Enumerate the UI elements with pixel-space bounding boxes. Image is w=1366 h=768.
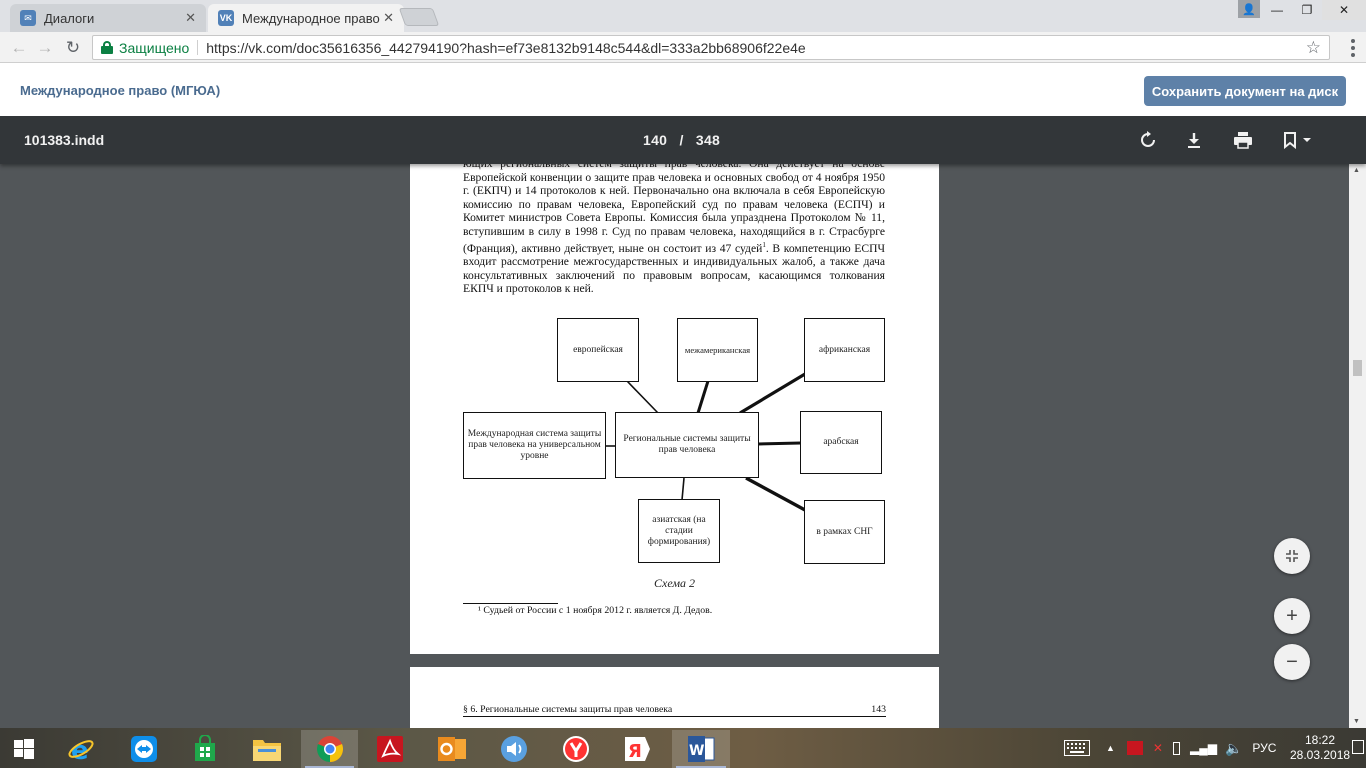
box-interamerican: межамериканская — [677, 318, 758, 382]
vk-doc-header — [0, 64, 1366, 116]
diagram-caption: Схема 2 — [653, 576, 695, 590]
print-icon[interactable] — [1231, 128, 1255, 152]
box-regional: Региональные системы защиты прав человека — [615, 412, 759, 478]
running-head-title: § 6. Региональные системы защиты прав человека — [463, 704, 673, 715]
lock-icon — [101, 41, 113, 54]
body-paragraph: Европейской конвенции о защите прав человека и основных свобод от 4 ноября 1950 г. (ЕКПЧ) и 14 протоколов к ней. Первоначально она включала в себя Европейскую комиссию по правам человека, Европейский суд по правам человека (ЕСПЧ) и Комитет министров Совета Европы. Комиссия была упразднена Протоколом № 11, вступившим в силу в 1998 г. Суд по правам человека, находящийся в г. Страсбурге (Франция), активно действует, ныне он состоит из 47 судей — [463, 170, 885, 255]
scroll-up-icon[interactable]: ▲ — [1353, 167, 1360, 174]
file-explorer-icon[interactable] — [240, 730, 294, 768]
pdf-page-141 — [410, 667, 939, 728]
battery-icon[interactable] — [1173, 742, 1180, 755]
reload-icon[interactable]: ↻ — [65, 38, 81, 57]
start-windows-icon[interactable] — [0, 730, 48, 768]
connector-interamerican — [698, 381, 708, 413]
pdf-tray-icon[interactable] — [1127, 741, 1143, 755]
page-separator: / — [679, 132, 684, 148]
download-icon[interactable] — [1182, 128, 1206, 152]
audio-icon[interactable] — [487, 730, 541, 768]
close-window-button[interactable]: ✕ — [1322, 0, 1366, 20]
box-cis: в рамках СНГ — [804, 500, 885, 564]
clock-time: 18:22 — [1304, 733, 1336, 747]
tab-title: Диалоги — [44, 10, 95, 26]
pdf-toolbar — [0, 116, 1366, 164]
new-tab-button[interactable] — [399, 8, 440, 26]
zoom-out-icon[interactable]: − — [1274, 644, 1310, 680]
signal-icon[interactable]: ▂▄▆ — [1189, 741, 1217, 755]
address-bar[interactable] — [92, 35, 1330, 60]
scroll-down-icon[interactable]: ▼ — [1353, 718, 1360, 725]
box-asian: азиатская (на стадии формирования) — [638, 499, 720, 563]
store-icon[interactable] — [178, 730, 232, 768]
total-pages: 348 — [695, 132, 721, 148]
internet-explorer-icon[interactable] — [54, 730, 108, 768]
tab-title: Международное право — [242, 10, 380, 26]
close-icon[interactable]: ✕ — [383, 10, 394, 25]
browser-toolbar — [0, 32, 1366, 63]
footnote-divider — [463, 603, 558, 604]
language-indicator[interactable]: РУС — [1252, 741, 1277, 755]
page-indicator — [643, 132, 720, 148]
connector-arab — [758, 443, 801, 444]
clock-date: 28.03.2018 — [1290, 748, 1351, 762]
forward-arrow-icon[interactable]: → — [36, 38, 54, 57]
fit-page-icon[interactable] — [1274, 538, 1310, 574]
svg-text:W: W — [689, 743, 705, 759]
yandex-icon[interactable] — [610, 730, 664, 768]
footnote: ¹ Судьей от России с 1 ноября 2012 г. является Д. Дедов. — [478, 605, 713, 616]
tab-strip — [0, 0, 1366, 32]
page-scrollbar[interactable] — [1349, 164, 1366, 728]
yandex-browser-icon[interactable] — [549, 730, 603, 768]
security-label: Защищено — [119, 39, 190, 56]
browser-menu-icon[interactable] — [1345, 37, 1361, 59]
close-icon[interactable]: ✕ — [185, 10, 196, 25]
volume-icon[interactable]: 🔈 — [1224, 739, 1243, 756]
connector-european — [627, 381, 658, 413]
vk-messages-icon: ✉ — [20, 10, 36, 26]
windows-taskbar — [0, 728, 1366, 768]
url-text[interactable]: https://vk.com/doc35616356_442794190?hash=ef73e8132b9148c544&dl=333a2bb68906f22e4e — [206, 39, 806, 56]
box-european: европейская — [557, 318, 639, 382]
running-head — [463, 704, 886, 717]
footnote-mark: 1 — [762, 240, 766, 249]
pdf-page-140 — [410, 116, 939, 654]
outlook-icon[interactable] — [425, 730, 479, 768]
bookmark-star-icon[interactable]: ☆ — [1305, 37, 1321, 57]
show-hidden-icons-icon[interactable]: ▲ — [1106, 743, 1115, 753]
clock[interactable] — [1290, 733, 1350, 763]
box-international: Международная система защиты прав человека на универсальном уровне — [463, 412, 606, 479]
svg-text:Я: Я — [628, 741, 642, 762]
running-head-page: 143 — [871, 704, 886, 715]
minimize-button[interactable]: — — [1271, 3, 1283, 17]
diagram-connectors — [410, 116, 939, 654]
acrobat-icon[interactable] — [363, 730, 417, 768]
tab-dialogs[interactable] — [10, 4, 206, 32]
word-icon[interactable] — [672, 730, 730, 768]
tab-international-law[interactable] — [208, 4, 404, 32]
system-tray — [1062, 728, 1276, 768]
zoom-in-icon[interactable]: + — [1274, 598, 1310, 634]
vk-icon: VK — [218, 10, 234, 26]
divider — [197, 40, 198, 55]
doc-title: Международное право (МГЮА) — [20, 83, 221, 98]
back-arrow-icon[interactable]: ← — [10, 38, 28, 57]
box-arab: арабская — [800, 411, 882, 474]
box-african: африканская — [804, 318, 885, 382]
keyboard-icon[interactable] — [1062, 740, 1092, 756]
svg-text:e: e — [71, 736, 89, 763]
pdf-viewer — [0, 116, 1366, 728]
teamviewer-icon[interactable] — [117, 730, 171, 768]
connector-cis — [746, 478, 805, 510]
user-profile-icon[interactable]: 👤 — [1238, 0, 1260, 18]
current-page[interactable]: 140 — [643, 132, 668, 148]
network-alert-icon[interactable]: ✕ — [1152, 741, 1163, 755]
chrome-icon[interactable] — [301, 730, 358, 768]
notifications-icon[interactable] — [1352, 740, 1364, 754]
pdf-filename: 101383.indd — [24, 132, 105, 148]
body-paragraph-cont: . В компетенцию ЕСПЧ входит рассмотрение межгосударственных и индивидуальных жалоб, а также дача консультативных заключений по правовым вопросам, касающимся толкования ЕКПЧ и протоколов к ней. — [463, 241, 886, 296]
maximize-button[interactable]: ❐ — [1301, 3, 1313, 17]
bookmark-menu-icon[interactable] — [1280, 128, 1314, 152]
connector-asian — [682, 478, 684, 500]
rotate-icon[interactable] — [1136, 128, 1160, 152]
save-to-disk-button[interactable]: Сохранить документ на диск — [1144, 76, 1346, 106]
scrollbar-thumb[interactable] — [1353, 360, 1362, 376]
